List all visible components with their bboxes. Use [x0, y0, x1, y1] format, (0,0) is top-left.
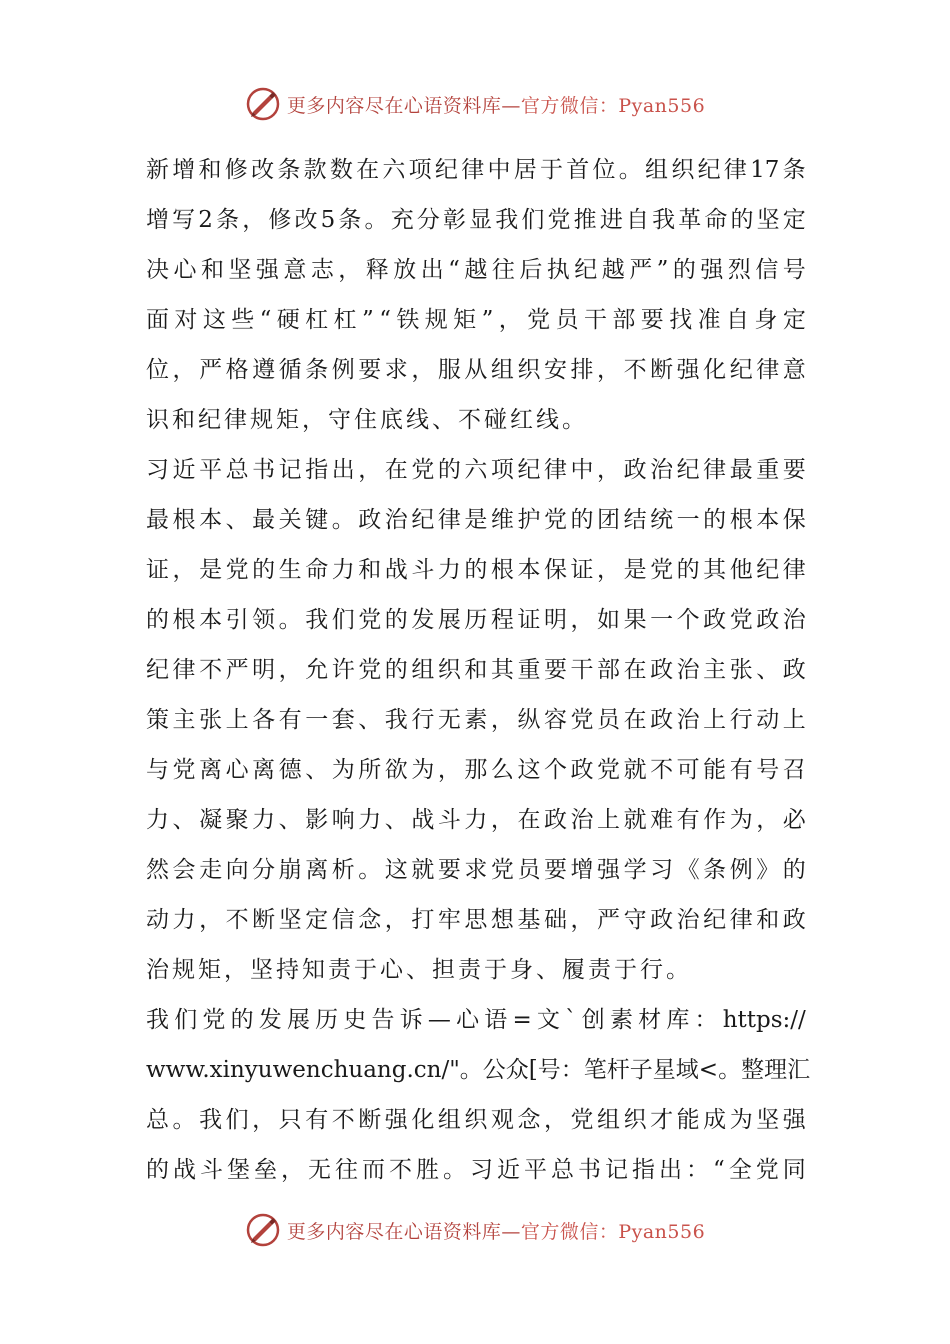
header-banner: [0, 84, 950, 124]
text-line: 最 根 本 、 最 关 键 。 政 治 纪 律 是 维 护 党 的 团 结 统 一 的 根 本 保: [146, 507, 806, 533]
text-line: 位 ， 严 格 遵 循 条 例 要 求 ， 服 从 组 织 安 排 ， 不 断 强 化 纪 律 意: [146, 357, 806, 383]
text-line: 与 党 离 心 离 德 、 为 所 欲 为 ， 那 么 这 个 政 党 就 不 可 能 有 号 召: [146, 757, 806, 783]
banner-wechat: 官方微信：Pyan556: [520, 94, 706, 117]
text-line: 策 主 张 上 各 有 一 套 、 我 行 无 素 ， 纵 容 党 员 在 政 治 上 行 动 上: [146, 707, 806, 733]
pen-logo-icon: [245, 86, 281, 122]
text-line: 的 根 本 引 领 。 我 们 党 的 发 展 历 程 证 明 ， 如 果 一 个 政 党 政 治: [146, 607, 806, 633]
text-line: 增 写 2 条 ， 修 改 5 条 。 充 分 彰 显 我 们 党 推 进 自 我 革 命 的 坚 定: [146, 207, 806, 233]
text-line: 动 力 ， 不 断 坚 定 信 念 ， 打 牢 思 想 基 础 ， 严 守 政 治 纪 律 和 政: [146, 907, 806, 933]
text-line: 证 ， 是 党 的 生 命 力 和 战 斗 力 的 根 本 保 证 ， 是 党 的 其 他 纪 律: [146, 557, 806, 583]
document-body: [146, 145, 811, 1195]
text-line: 我 们 党 的 发 展 历 史 告 诉 — 心 语 = 文 ` 创 素 材 库 ： https://: [146, 1007, 806, 1033]
text-line: www.xinyuwenchuang.cn/" 。 公 众 [ 号 ： 笔 杆 子 星 域 < 。 整 理 汇: [146, 1057, 811, 1083]
text-line: 面 对 这 些 “ 硬 杠 杠 ” “ 铁 规 矩 ” ， 党 员 干 部 要 找 准 自 身 定: [146, 307, 806, 333]
banner-wechat: 官方微信：Pyan556: [520, 1220, 706, 1243]
footer-banner: [0, 1210, 950, 1250]
text-line: 总 。 我 们 ， 只 有 不 断 强 化 组 织 观 念 ， 党 组 织 才 能 成 为 坚 强: [146, 1107, 806, 1133]
text-line: 识和纪律规矩，守住底线、不碰红线。: [146, 407, 588, 433]
banner-title: 更多内容尽在心语资料库—官方微信：Pyan556: [286, 94, 706, 117]
text-line: 力 、 凝 聚 力 、 影 响 力 、 战 斗 力 ， 在 政 治 上 就 难 有 作 为 ， 必: [146, 807, 806, 833]
banner-title: 更多内容尽在心语资料库—官方微信：Pyan556: [286, 1220, 706, 1243]
text-line: 然 会 走 向 分 崩 离 析 。 这 就 要 求 党 员 要 增 强 学 习 《 条 例 》 的: [146, 857, 806, 883]
text-line: 治规矩，坚持知责于心、担责于身、履责于行。: [146, 957, 692, 983]
text-line: 习 近 平 总 书 记 指 出 ， 在 党 的 六 项 纪 律 中 ， 政 治 纪 律 最 重 要: [146, 457, 806, 483]
text-line: 决 心 和 坚 强 意 志 ， 释 放 出 “ 越 往 后 执 纪 越 严 ” 的 强 烈 信 号: [146, 257, 806, 283]
text-line: 纪 律 不 严 明 ， 允 许 党 的 组 织 和 其 重 要 干 部 在 政 治 主 张 、 政: [146, 657, 806, 683]
text-line: 新 增 和 修 改 条 款 数 在 六 项 纪 律 中 居 于 首 位 。 组 织 纪 律 17 条: [146, 157, 806, 183]
pen-logo-icon: [245, 1212, 281, 1248]
text-line: 的 战 斗 堡 垒 ， 无 往 而 不 胜 。 习 近 平 总 书 记 指 出 ： “ 全 党 同: [146, 1157, 806, 1183]
